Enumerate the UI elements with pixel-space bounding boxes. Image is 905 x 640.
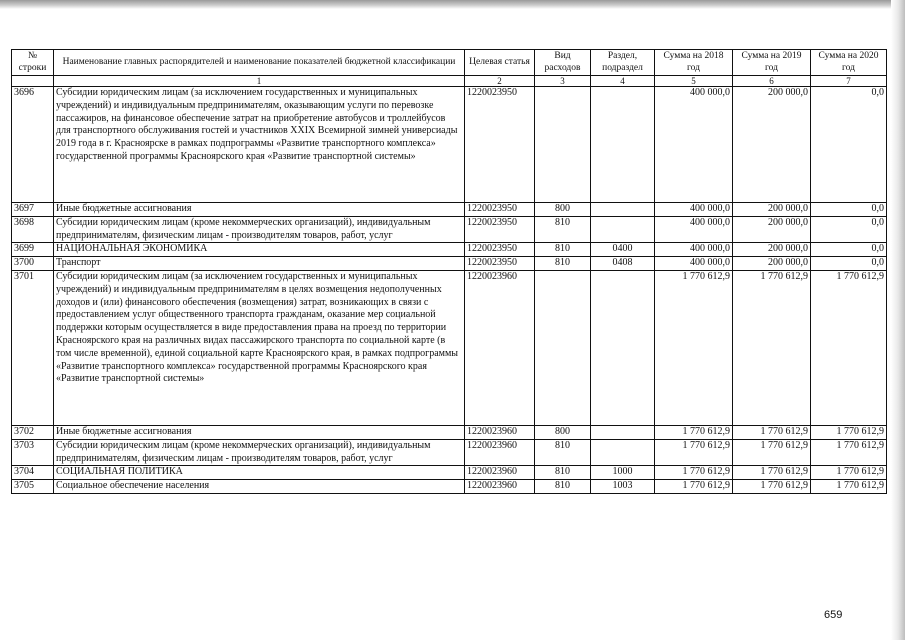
table-body (12, 87, 887, 494)
row-sum-2020: 1 770 612,9 (811, 439, 887, 466)
table-row (12, 439, 887, 466)
row-sum-2019: 200 000,0 (733, 203, 811, 217)
header-section: Раздел, подраздел (591, 50, 655, 76)
row-sum-2020: 1 770 612,9 (811, 425, 887, 439)
row-section (591, 425, 655, 439)
row-sum-2018: 1 770 612,9 (655, 480, 733, 494)
table-row (12, 243, 887, 257)
header-target: Целевая статья (465, 50, 535, 76)
row-section: 0400 (591, 243, 655, 257)
row-name: Субсидии юридическим лицам (за исключением государственных и муниципальных учреждений) и индивидуальным предпринимателям в целях возмещения недополученных доходов и (или) финансового обеспечения (возмещения) затрат, возникающих в связи с предоставлением услуг общественного транспорта гражданам, оказание мер социальной поддержки которым осуществляется в виде предоставления права на проезд по территории Красноярского края на различных видах пассажирского транспорта по социальной карте (в том числе временной), единой социальной карте Красноярского края, в рамках подпрограммы «Развитие транспортного комплекса» государственной программы Красноярского края «Развитие транспортной системы» (54, 270, 465, 425)
row-section: 1003 (591, 480, 655, 494)
row-name: Иные бюджетные ассигнования (54, 203, 465, 217)
row-num: 3700 (12, 257, 54, 271)
row-section (591, 216, 655, 243)
column-number-row (12, 76, 887, 87)
row-name: Субсидии юридическим лицам (за исключением государственных и муниципальных учреждений) и индивидуальным предпринимателям, оказывающим услуги по перевозке пассажиров, на финансовое обеспечение затрат на приобретение автобусов и троллейбусов для транспортного обслуживания гостей и участников XXIX Всемирной зимней универсиады 2019 года в г. Красноярске в рамках подпрограммы «Развитие транспортного комплекса» государственной программы Красноярского края «Развитие транспортной системы» (54, 87, 465, 203)
row-kind: 800 (535, 203, 591, 217)
table-row (12, 480, 887, 494)
row-sum-2019: 1 770 612,9 (733, 439, 811, 466)
row-name: СОЦИАЛЬНАЯ ПОЛИТИКА (54, 466, 465, 480)
table-row (12, 257, 887, 271)
page-number: 659 (824, 609, 843, 621)
row-kind (535, 270, 591, 425)
row-name: Субсидии юридическим лицам (кроме некоммерческих организаций), индивидуальным предпринимателям, физическим лицам - производителям товаров, работ, услуг (54, 439, 465, 466)
row-target: 1220023950 (465, 257, 535, 271)
row-sum-2020: 1 770 612,9 (811, 480, 887, 494)
row-kind (535, 87, 591, 203)
row-sum-2020: 0,0 (811, 216, 887, 243)
row-sum-2018: 400 000,0 (655, 87, 733, 203)
header-num: № строки (12, 50, 54, 76)
row-target: 1220023950 (465, 203, 535, 217)
row-kind: 800 (535, 425, 591, 439)
row-sum-2018: 400 000,0 (655, 203, 733, 217)
colnum-0 (12, 76, 54, 87)
scan-edge-top (0, 0, 905, 9)
row-name: Транспорт (54, 257, 465, 271)
row-sum-2018: 1 770 612,9 (655, 439, 733, 466)
row-num: 3697 (12, 203, 54, 217)
colnum-6: 6 (733, 76, 811, 87)
row-target: 1220023960 (465, 270, 535, 425)
row-sum-2020: 0,0 (811, 203, 887, 217)
table-row (12, 216, 887, 243)
row-sum-2018: 400 000,0 (655, 216, 733, 243)
row-sum-2018: 1 770 612,9 (655, 270, 733, 425)
row-sum-2018: 400 000,0 (655, 243, 733, 257)
row-num: 3696 (12, 87, 54, 203)
row-kind: 810 (535, 216, 591, 243)
row-sum-2019: 200 000,0 (733, 87, 811, 203)
row-target: 1220023950 (465, 87, 535, 203)
row-kind: 810 (535, 257, 591, 271)
row-kind: 810 (535, 243, 591, 257)
header-name: Наименование главных распорядителей и наименование показателей бюджетной классификации (54, 50, 465, 76)
table-row (12, 466, 887, 480)
table-row (12, 425, 887, 439)
colnum-5: 5 (655, 76, 733, 87)
row-num: 3701 (12, 270, 54, 425)
colnum-7: 7 (811, 76, 887, 87)
row-sum-2019: 200 000,0 (733, 243, 811, 257)
row-name: НАЦИОНАЛЬНАЯ ЭКОНОМИКА (54, 243, 465, 257)
row-sum-2020: 1 770 612,9 (811, 270, 887, 425)
row-section (591, 87, 655, 203)
row-sum-2019: 1 770 612,9 (733, 425, 811, 439)
colnum-2: 2 (465, 76, 535, 87)
row-section (591, 439, 655, 466)
row-target: 1220023960 (465, 466, 535, 480)
row-kind: 810 (535, 439, 591, 466)
row-num: 3698 (12, 216, 54, 243)
row-kind: 810 (535, 480, 591, 494)
row-sum-2018: 1 770 612,9 (655, 425, 733, 439)
row-sum-2020: 1 770 612,9 (811, 466, 887, 480)
row-name: Иные бюджетные ассигнования (54, 425, 465, 439)
row-target: 1220023960 (465, 425, 535, 439)
row-target: 1220023950 (465, 216, 535, 243)
scan-edge-right (891, 0, 905, 640)
row-sum-2019: 200 000,0 (733, 216, 811, 243)
row-sum-2020: 0,0 (811, 243, 887, 257)
header-sum-2020: Сумма на 2020 год (811, 50, 887, 76)
row-section: 1000 (591, 466, 655, 480)
row-num: 3703 (12, 439, 54, 466)
row-section: 0408 (591, 257, 655, 271)
row-target: 1220023950 (465, 243, 535, 257)
row-section (591, 270, 655, 425)
row-sum-2018: 400 000,0 (655, 257, 733, 271)
row-section (591, 203, 655, 217)
row-num: 3699 (12, 243, 54, 257)
row-name: Субсидии юридическим лицам (кроме некоммерческих организаций), индивидуальным предпринимателям, физическим лицам - производителям товаров, работ, услуг (54, 216, 465, 243)
row-target: 1220023960 (465, 439, 535, 466)
table-row (12, 203, 887, 217)
row-sum-2020: 0,0 (811, 87, 887, 203)
row-sum-2020: 0,0 (811, 257, 887, 271)
colnum-3: 3 (535, 76, 591, 87)
row-kind: 810 (535, 466, 591, 480)
header-sum-2019: Сумма на 2019 год (733, 50, 811, 76)
row-num: 3704 (12, 466, 54, 480)
colnum-4: 4 (591, 76, 655, 87)
colnum-1: 1 (54, 76, 465, 87)
row-sum-2019: 1 770 612,9 (733, 480, 811, 494)
header-sum-2018: Сумма на 2018 год (655, 50, 733, 76)
table-row (12, 270, 887, 425)
row-num: 3702 (12, 425, 54, 439)
budget-table (11, 49, 887, 494)
header-kind: Вид расходов (535, 50, 591, 76)
row-sum-2019: 1 770 612,9 (733, 270, 811, 425)
row-sum-2019: 1 770 612,9 (733, 466, 811, 480)
row-sum-2019: 200 000,0 (733, 257, 811, 271)
table-header (12, 50, 887, 87)
row-sum-2018: 1 770 612,9 (655, 466, 733, 480)
row-name: Социальное обеспечение населения (54, 480, 465, 494)
row-num: 3705 (12, 480, 54, 494)
row-target: 1220023960 (465, 480, 535, 494)
table-row (12, 87, 887, 203)
